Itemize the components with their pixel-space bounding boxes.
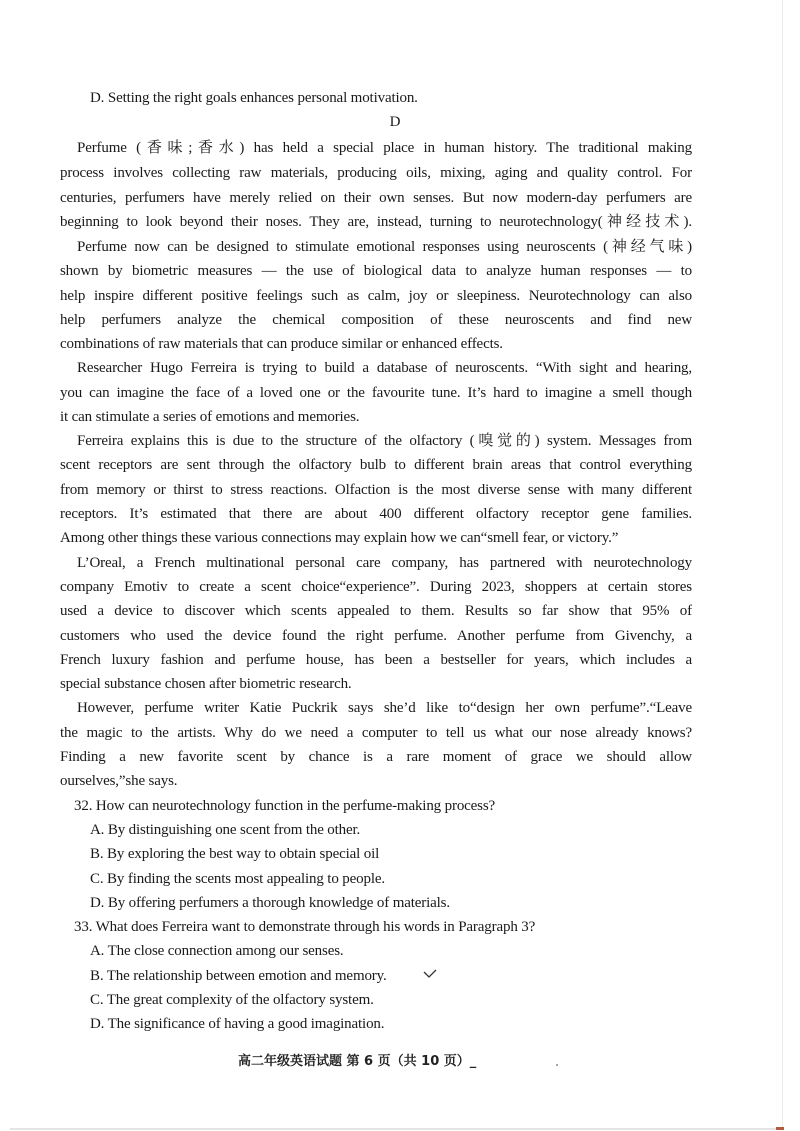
passage-line: centuries, perfumers have merely relied on their own senses. But now modern-day perfumers are bbox=[60, 190, 692, 206]
question-32-option-a: A. By distinguishing one scent from the other. bbox=[90, 822, 361, 838]
passage-line: L’Oreal, a French multinational personal care company, has partnered with neurotechnology bbox=[77, 555, 692, 571]
page-footer: 高二年级英语试题 第 6 页（共 10 页）_ bbox=[238, 1054, 477, 1069]
check-mark-icon bbox=[423, 969, 437, 979]
passage-line: Among other things these various connections may explain how we can“smell fear, or victory.” bbox=[60, 530, 619, 546]
passage-line: from memory or thirst to stress reactions. Olfaction is the most diverse sense with many different bbox=[60, 482, 692, 498]
passage-line: Perfume now can be designed to stimulate emotional responses using neuroscents (神经气味) bbox=[77, 239, 692, 255]
scan-speck bbox=[556, 1064, 558, 1066]
passage-line: used a device to discover which scents appealed to them. Results so far show that 95% of bbox=[60, 603, 692, 619]
passage-line: process involves collecting raw materials, producing oils, mixing, aging and quality control. For bbox=[60, 165, 692, 181]
prev-question-option-d: D. Setting the right goals enhances personal motivation. bbox=[90, 90, 418, 106]
passage-line: Ferreira explains this is due to the structure of the olfactory (嗅觉的) system. Messages from bbox=[77, 433, 692, 449]
question-32-option-b: B. By exploring the best way to obtain special oil bbox=[90, 846, 380, 862]
passage-line: receptors. It’s estimated that there are about 400 different olfactory receptor gene families. bbox=[60, 506, 692, 522]
passage-line: scent receptors are sent through the olfactory bulb to different brain areas that control everything bbox=[60, 457, 692, 473]
corner-mark bbox=[776, 1127, 784, 1130]
question-32-option-c: C. By finding the scents most appealing to people. bbox=[90, 871, 385, 887]
passage-line: combinations of raw materials that can produce similar or enhanced effects. bbox=[60, 336, 503, 352]
passage-line: However, perfume writer Katie Puckrik says she’d like to“design her own perfume”.“Leave bbox=[77, 700, 692, 716]
passage-line: you can imagine the face of a loved one or the favourite tune. It’s hard to imagine a smell though bbox=[60, 385, 692, 401]
page-edge-right bbox=[782, 0, 783, 1131]
passage-line: help inspire different positive feelings such as calm, joy or sleepiness. Neurotechnology can also bbox=[60, 288, 692, 304]
question-33-option-b: B. The relationship between emotion and memory. bbox=[90, 968, 387, 984]
question-33-option-c: C. The great complexity of the olfactory system. bbox=[90, 992, 374, 1008]
passage-line: Researcher Hugo Ferreira is trying to build a database of neuroscents. “With sight and hearing, bbox=[77, 360, 692, 376]
question-33-stem: 33. What does Ferreira want to demonstrate through his words in Paragraph 3? bbox=[74, 919, 536, 935]
passage-line: company Emotiv to create a scent choice“experience”. During 2023, shoppers at certain stores bbox=[60, 579, 692, 595]
question-32-option-d: D. By offering perfumers a thorough knowledge of materials. bbox=[90, 895, 450, 911]
passage-line: French luxury fashion and perfume house, has been a bestseller for years, which includes a bbox=[60, 652, 692, 668]
passage-line: ourselves,”she says. bbox=[60, 773, 178, 789]
question-33-option-d: D. The significance of having a good imagination. bbox=[90, 1016, 385, 1032]
question-32-stem: 32. How can neurotechnology function in the perfume-making process? bbox=[74, 798, 496, 814]
passage-line: the magic to the artists. Why do we need a computer to tell us what our nose already knows? bbox=[60, 725, 692, 741]
passage-line: customers who used the device found the right perfume. Another perfume from Givenchy, a bbox=[60, 628, 692, 644]
passage-line: help perfumers analyze the chemical composition of these neuroscents and find new bbox=[60, 312, 692, 328]
passage-line: beginning to look beyond their noses. They are, instead, turning to neurotechnology(神经技术). bbox=[60, 214, 692, 230]
passage-line: shown by biometric measures — the use of biological data to analyze human responses — to bbox=[60, 263, 692, 279]
passage-line: Perfume (香味;香水) has held a special place in human history. The traditional making bbox=[77, 140, 692, 156]
passage-line: Finding a new favorite scent by chance is a rare moment of grace we should allow bbox=[60, 749, 692, 765]
question-33-option-a: A. The close connection among our senses. bbox=[90, 943, 344, 959]
page-edge-bottom bbox=[10, 1128, 782, 1130]
section-label: D bbox=[389, 114, 401, 130]
passage-line: it can stimulate a series of emotions and memories. bbox=[60, 409, 360, 425]
passage-line: special substance chosen after biometric research. bbox=[60, 676, 352, 692]
